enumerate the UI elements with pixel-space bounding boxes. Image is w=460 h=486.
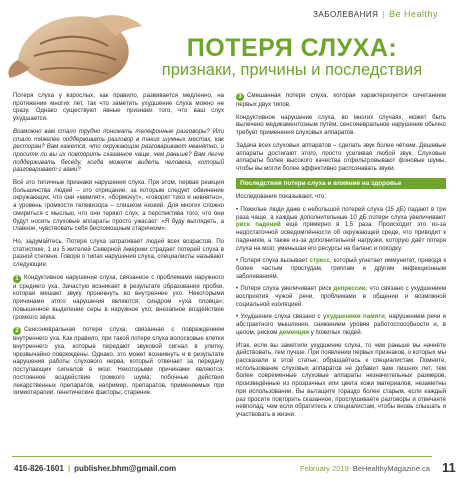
footer-separator: | (67, 464, 71, 473)
consequences-heading: Последствия потери слуха и влияние на здоровье (236, 178, 446, 190)
bullet-memory-text-c: у пожилых людей. (309, 328, 363, 336)
type-item-3 (236, 92, 446, 109)
bullet-stress-text-b: , который угнетает иммунитет, приводя к более частым простудам, гриппам и другим инфекционным заболеваниям. (236, 257, 447, 280)
highlight-stress: стресс (309, 257, 330, 265)
number-badge-3: 3 (236, 93, 244, 101)
type-item-1-text: Кондуктивное нарушение слуха, связанное с проблемами наружного и среднего уха. Зачастую возникает в результате образования пробки, которая мешает звуку проникнуть во внутреннее ухо. Некоторыми причинами этого нарушения являются: синдром «уха пловца»; повышенное выделение серы в наружное ухо; внезапное воздействие громкого звука. (13, 273, 224, 321)
bullet-depression (236, 285, 446, 308)
bullet-falls (236, 206, 446, 252)
article-subtitle: признаки, причины и последствия (161, 61, 423, 79)
bullet-stress-text-a: • Потеря слуха вызывает (236, 257, 310, 265)
bullet-memory-text-b: , нарушением речи и абстрактного мышления, снижением уровня работоспособности и, в целом, риском (236, 313, 446, 336)
number-badge-2: 2 (13, 327, 21, 335)
page-number: 11 (442, 460, 456, 475)
footer-divider (12, 456, 432, 457)
footer-contacts (14, 464, 176, 473)
article-title: ПОТЕРЯ СЛУХА: (186, 34, 398, 62)
type-item-2-text: Сенсоневральная потеря слуха, связанная с повреждением внутреннего уха. Как правило, при такой потере слуха волосковые клетки внутреннего уха, которые передают звуковой сигнал в улитку, чрезвычайно повреждены. Однако, это может возникнуть и в результате нарушения работы слухового нерва, который отвечает за передачу поступающих сигналов в мозг. Некоторыми причинами являются: постоянное воздействие громкого шума; побочные действия лекарственных препаратов, например, препаратов, применяемых при химиотерапии; генетические факторы; старение. (13, 326, 224, 397)
type-item-1 (13, 274, 224, 322)
footer-issue (300, 464, 430, 473)
bullet-memory-text-a: • Ухудшение слуха связано с (236, 313, 323, 321)
type-item-2 (13, 326, 224, 397)
email-address: publisher.bhm@gmail.com (74, 464, 177, 473)
right-column (236, 92, 446, 424)
seashell-illustration (0, 0, 150, 96)
bullet-falls-text-b: ещё примерно в 1,5 раза. Происходит это из-за недостаточной осведомлённости об окружающей среде, что приводит к падениям, а также из-за дополнительной нагрузки, которую даёт потеря слуха на мозг, уменьшая его ресурсы на баланс и походку. (236, 221, 446, 252)
magazine-url: BeHealthyMagazine.ca (352, 464, 430, 473)
treatment-paragraph: Кондуктивное нарушение слуха, во многих случаях, может быть вылечено медикаментозным путём, сенсоневральное нарушение обычно требует применения слуховых аппаратов. (236, 113, 446, 137)
statistics-paragraph: Но, задумайтесь. Потеря слуха затрагивает людей всех возрастов. По статистике, 1 из 5 жителей Северной Америки страдает потерей слуха в разной степени. Говоря о типах нарушения слуха, специалисты называют следующие: (13, 237, 224, 269)
header-divider: | (382, 10, 385, 19)
section-header (313, 9, 438, 19)
bullet-memory (236, 313, 446, 336)
section-label: ЗАБОЛЕВАНИЯ (313, 10, 379, 19)
bullet-stress (236, 257, 446, 280)
highlight-memory: ухудшением памяти (322, 313, 385, 321)
highlight-falls: риск падений (236, 221, 281, 229)
phone-number: 416-826-1601 (14, 464, 64, 473)
brand-label: Be Healthy (388, 9, 438, 19)
intro-paragraph: Потеря слуха у взрослых, как правило, развивается медленно, на протяжении многих лет, так что заметить ухудшение слуха можно не сразу. Однако существуют явные признаки того, что ваш слух ухудшается. (13, 92, 224, 123)
left-column (13, 92, 224, 402)
hearing-aids-paragraph: Задача всех слуховых аппаратов – сделать звук более чётким. Дешевые аппараты достигают этого, просто усиливая любой звук. Слуховые аппараты более высокого качества отфильтровывают фоновые шумы, чтобы вы могли более эффективно распознавать звуки. (236, 141, 446, 172)
page-footer (0, 456, 460, 486)
conclusion-paragraph: Итак, если вы заметили ухудшение слуха, то чем раньше вы начнёте действовать, тем лучше. При появлении первых признаков, о которых мы рассказали в этой статье, обращайтесь к специалистам. Помните, использование слуховых аппаратов не добавит вам лишних лет, тем более современные слуховые аппараты незначительных размеров, произведённые из прозрачных или цвета кожи материалов, незаметны при использовании. Вы вытащите гораздо более старым, если каждый раз просите повторить сказанное, прослушиваете разговоры и отвечаете невпопад, чем если обратитесь к специалистам, чтобы вновь слышать и участвовать в жизни. (236, 341, 446, 418)
highlight-depression: депрессии (333, 285, 366, 293)
number-badge-1: 1 (13, 275, 21, 283)
signs-paragraph: Всё это типичные признаки нарушения слуха. При этом, первая реакция большинства людей – это отрицание, за которым следует обвинение окружающих, что они «мямлят», «бормочут», «говорят тихо и невнятно», а уровень громкости телевизора – слишком низкий. Для многих сложно смириться с мыслью, что они теряют слух, а перспектива того, что они будут носить слуховые аппараты просто ужасает: «Я буду выглядеть, а главное, чувствовать себя беспомощным старичком». (13, 179, 224, 233)
questions-paragraph: Возможно вам стало трудно понимать телефонные разговоры? Или стало тяжелее поддерживать разговор в таких шумных местах, как ресторан? Вам кажется, что окружающие разговаривают невнятно, и просите ли вы их повторить сказанное чаще, чем раньше? Вам легче поддерживать беседу, когда можете видеть человека, который разговаривает с вами? (13, 127, 224, 174)
type-item-3-text: Смешанная потеря слуха, которая характеризуется сочетанием первых двух типов. (236, 92, 446, 108)
bullet-depression-text-b: , что связано с ухудшением восприятия чужой речи, проблемами в общении и возможной социальной изоляцией. (236, 285, 447, 308)
issue-date: February 2019 (300, 464, 349, 473)
highlight-dementia: деменции (279, 328, 310, 336)
bullet-depression-text-a: • Потеря слуха увеличивает риск (236, 285, 334, 293)
research-intro: Исследования показывают, что: (236, 193, 327, 201)
bullet-falls-text-a: • Пожилые люди даже с небольшой потерей слуха (25 дБ) падают в три раза чаще, а каждые дополнительные 10 дБ потери слуха увеличивают (236, 206, 446, 221)
